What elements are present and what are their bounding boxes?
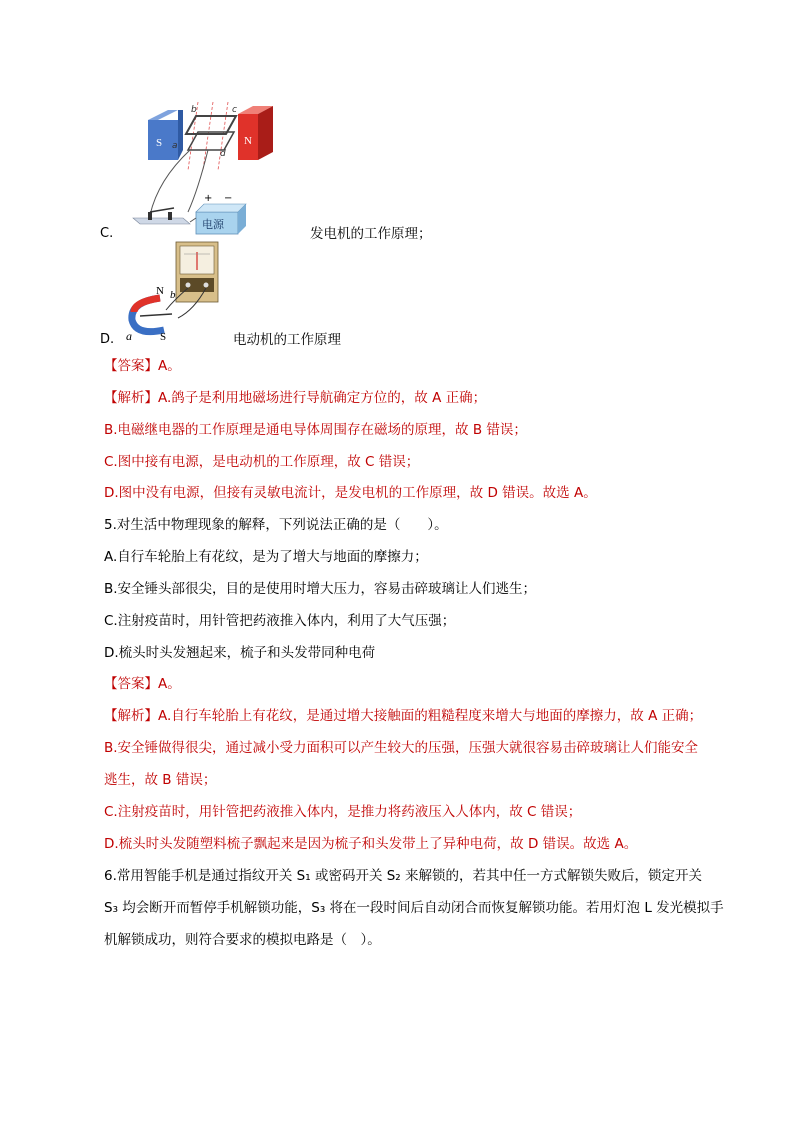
question-6-line-3: 机解锁成功，则符合要求的模拟电路是（ ）。 xyxy=(104,932,381,948)
question-6-line-1: 6.常用智能手机是通过指纹开关 S₁ 或密码开关 S₂ 来解锁的，若其中任一方式解锁失败后，锁定开关 xyxy=(104,868,703,884)
wire-label-a: a xyxy=(172,141,178,151)
answer-line-1: 【答案】A。 xyxy=(104,358,181,374)
analysis-line-4: D.图中没有电源，但接有灵敏电流计，是发电机的工作原理，故 D 错误。故选 A。 xyxy=(104,485,597,501)
generator-diagram xyxy=(128,100,288,240)
label-b: b xyxy=(170,289,176,301)
power-plus: + xyxy=(204,193,213,204)
analysis-line-7: 逃生，故 B 错误； xyxy=(104,772,217,788)
wire-label-d: d xyxy=(220,149,226,159)
analysis-line-3: C.图中接有电源，是电动机的工作原理，故 C 错误； xyxy=(104,454,420,470)
analysis-line-2: B.电磁继电器的工作原理是通电导体周围存在磁场的原理，故 B 错误； xyxy=(104,422,527,438)
question-5: 5.对生活中物理现象的解释，下列说法正确的是（ ）。 xyxy=(104,517,448,533)
power-label: 电源 xyxy=(202,218,224,231)
magnet-n-label: N xyxy=(244,135,252,147)
motor-diagram xyxy=(124,240,234,344)
option-c-letter: C. xyxy=(100,226,114,241)
wire-label-b: b xyxy=(191,105,197,115)
analysis-line-9: D.梳头时头发随塑料梳子飘起来是因为梳子和头发带上了异种电荷，故 D 错误。故选 A。 xyxy=(104,836,638,852)
pole-n-label: N xyxy=(156,285,164,297)
q5-option-d: D.梳头时头发翘起来，梳子和头发带同种电荷 xyxy=(104,645,376,661)
q5-option-b: B.安全锤头部很尖，目的是使用时增大压力，容易击碎玻璃让人们逃生； xyxy=(104,581,537,597)
wire-label-c: c xyxy=(232,105,237,115)
option-d-letter: D. xyxy=(100,332,115,347)
analysis-line-8: C.注射疫苗时，用针管把药液推入体内，是推力将药液压入人体内，故 C 错误； xyxy=(104,804,582,820)
answer-line-2: 【答案】A。 xyxy=(104,676,181,692)
q5-option-a: A.自行车轮胎上有花纹，是为了增大与地面的摩擦力； xyxy=(104,549,428,565)
power-minus: − xyxy=(224,193,233,204)
label-a: a xyxy=(126,329,132,343)
magnet-s-label: S xyxy=(156,137,163,149)
q5-option-c: C.注射疫苗时，用针管把药液推入体内，利用了大气压强； xyxy=(104,613,456,629)
analysis-line-6: B.安全锤做得很尖，通过减小受力面积可以产生较大的压强，压强大就很容易击碎玻璃让人们能安全 xyxy=(104,740,699,756)
pole-s-label: S xyxy=(160,331,167,343)
question-6-line-2: S₃ 均会断开而暂停手机解锁功能，S₃ 将在一段时间后自动闭合而恢复解锁功能。若用灯泡 L 发光模拟手 xyxy=(104,900,724,916)
option-d-caption: 电动机的工作原理 xyxy=(233,332,341,348)
magnet-s xyxy=(148,120,178,160)
analysis-line-5: 【解析】A.自行车轮胎上有花纹，是通过增大接触面的粗糙程度来增大与地面的摩擦力，故 A 正确； xyxy=(104,708,703,724)
option-c-caption: 发电机的工作原理； xyxy=(310,226,432,242)
analysis-line-1: 【解析】A.鸽子是利用地磁场进行导航确定方位的，故 A 正确； xyxy=(104,390,487,406)
